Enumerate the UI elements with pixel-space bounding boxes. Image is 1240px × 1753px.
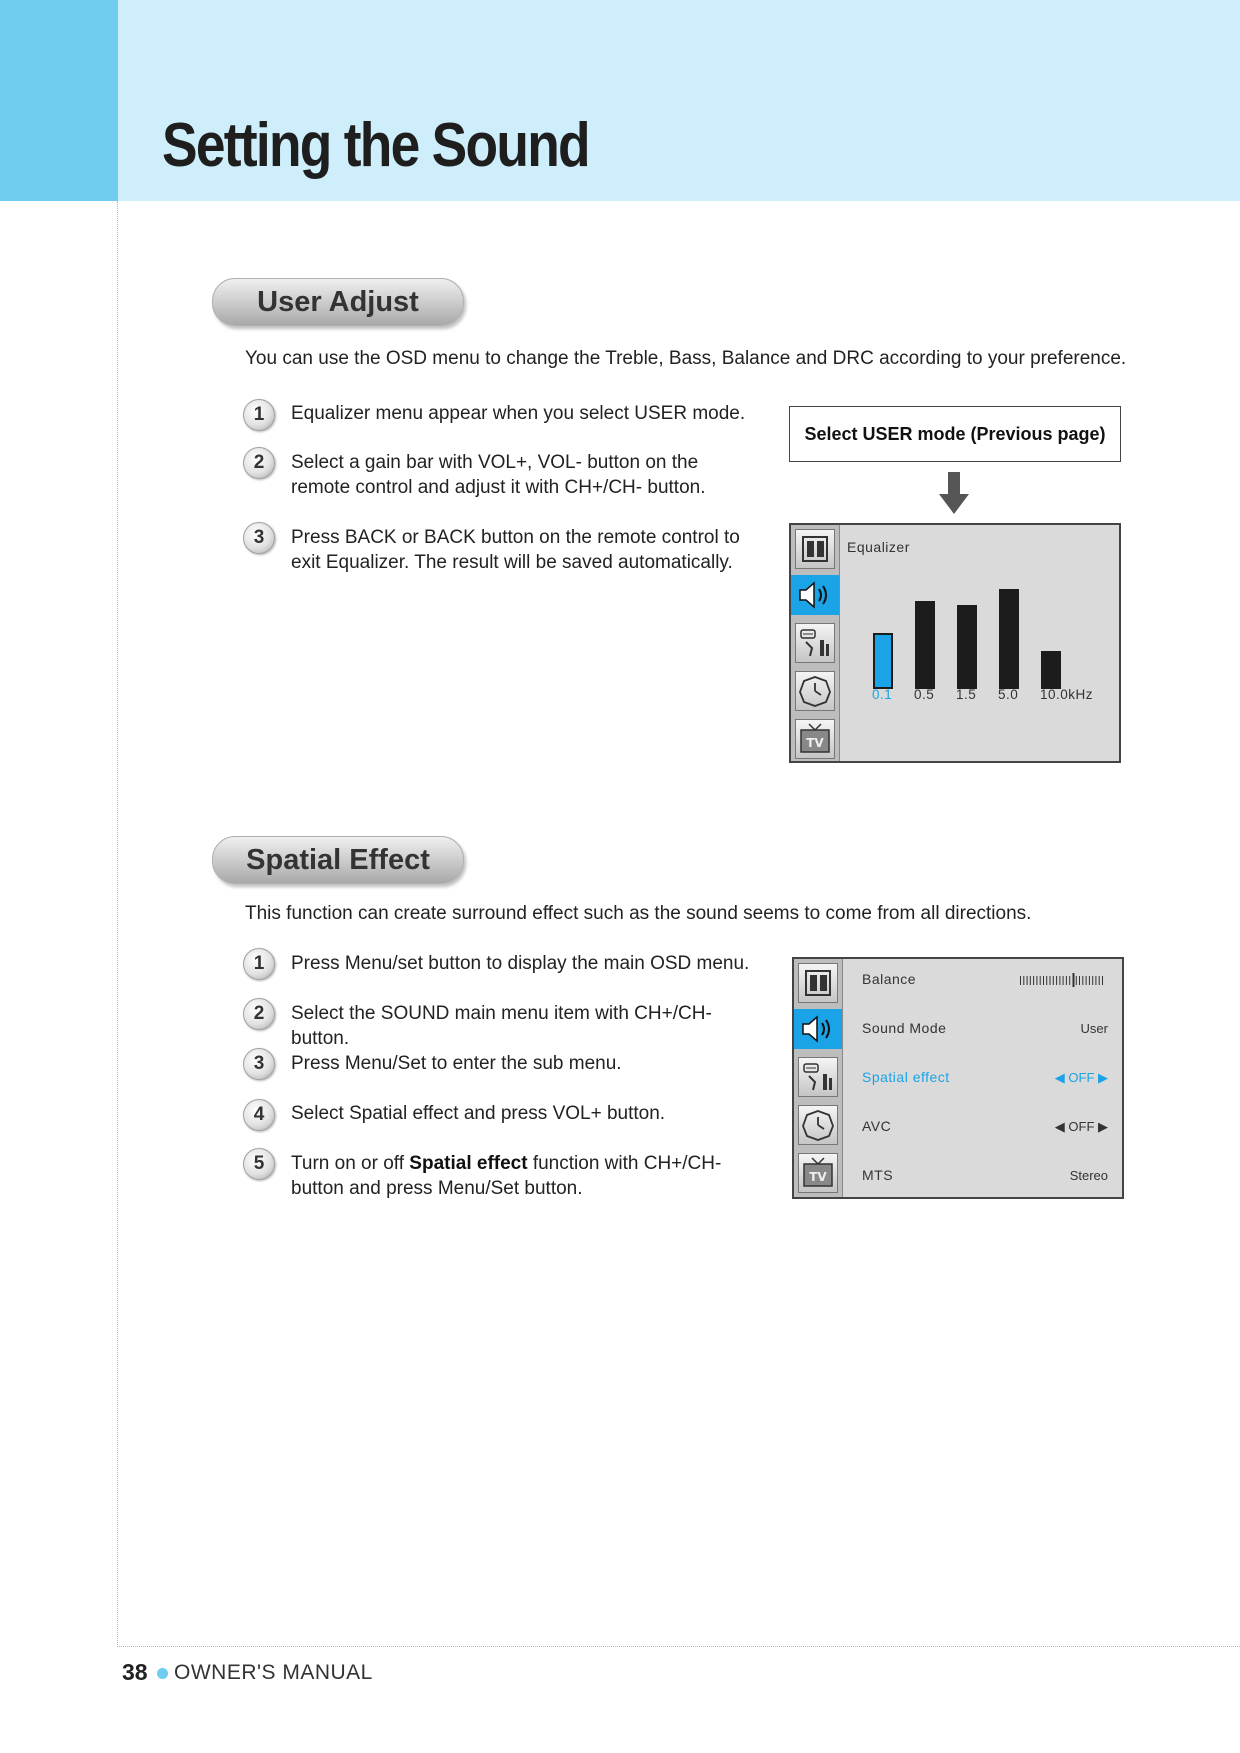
balance-tick bbox=[1063, 976, 1064, 985]
balance-tick bbox=[1043, 976, 1044, 985]
equalizer-band-label: 10.0kHz bbox=[1040, 687, 1094, 702]
balance-tick bbox=[1027, 976, 1028, 985]
osd-sidebar bbox=[791, 525, 840, 761]
balance-tick bbox=[1082, 976, 1083, 985]
step-text: Press Menu/Set to enter the sub menu. bbox=[291, 1053, 622, 1074]
step-number: 2 bbox=[243, 998, 275, 1030]
balance-tick bbox=[1020, 976, 1021, 985]
equalizer-band-labels bbox=[847, 687, 1117, 707]
svg-text:TV: TV bbox=[806, 736, 824, 750]
equalizer-bar-1.5[interactable] bbox=[957, 605, 977, 689]
menu-row-value[interactable]: ◀ OFF ▶ bbox=[1054, 1070, 1108, 1085]
equalizer-bar-10.0kHz[interactable] bbox=[1041, 651, 1061, 689]
step-text-line: remote control and adjust it with CH+/CH- button. bbox=[291, 477, 706, 498]
page-title: Setting the Sound bbox=[162, 111, 589, 180]
picture-icon[interactable] bbox=[795, 529, 835, 569]
balance-meter[interactable] bbox=[1018, 973, 1104, 987]
menu-row-value[interactable]: ◀ OFF ▶ bbox=[1054, 1119, 1108, 1134]
step-text bbox=[291, 525, 771, 575]
balance-tick bbox=[1046, 976, 1047, 985]
menu-row-label[interactable]: MTS bbox=[862, 1167, 894, 1183]
step-text-line: button and press Menu/Set button. bbox=[291, 1178, 583, 1199]
step-text: Equalizer menu appear when you select USER mode. bbox=[291, 403, 746, 424]
step-number: 4 bbox=[243, 1099, 275, 1131]
balance-tick bbox=[1076, 976, 1077, 985]
equalizer-bar-0.5[interactable] bbox=[915, 601, 935, 689]
step-number: 1 bbox=[243, 399, 275, 431]
osd-sidebar bbox=[794, 959, 843, 1197]
step-text-line: Press BACK or BACK button on the remote control to bbox=[291, 527, 740, 548]
step-text bbox=[291, 450, 771, 500]
step-text: Select the SOUND main menu item with CH+/CH- button. bbox=[291, 1003, 712, 1049]
balance-tick bbox=[1079, 976, 1080, 985]
setup-icon[interactable] bbox=[798, 1057, 838, 1097]
footer-line bbox=[117, 1646, 1240, 1647]
header-tab bbox=[0, 0, 118, 201]
spatial-effect-intro: This function can create surround effect such as the sound seems to come from all directions. bbox=[245, 903, 1032, 924]
equalizer-band-label: 0.1 bbox=[872, 687, 893, 702]
equalizer-bar-5.0[interactable] bbox=[999, 589, 1019, 689]
spatial-effect-heading: Spatial Effect bbox=[212, 836, 464, 884]
equalizer-title: Equalizer bbox=[847, 539, 910, 555]
balance-tick bbox=[1059, 976, 1060, 985]
equalizer-band-label: 1.5 bbox=[956, 687, 977, 702]
step-text-line: Select a gain bar with VOL+, VOL- button on the bbox=[291, 452, 699, 473]
balance-tick bbox=[1066, 976, 1067, 985]
balance-tick bbox=[1023, 976, 1024, 985]
equalizer-bar-0.1[interactable] bbox=[873, 633, 893, 689]
equalizer-band-label: 0.5 bbox=[914, 687, 935, 702]
balance-tick bbox=[1099, 976, 1100, 985]
step-text-bold: Spatial effect bbox=[409, 1153, 528, 1174]
menu-row-label[interactable]: Spatial effect bbox=[862, 1069, 950, 1085]
footer-bullet bbox=[157, 1668, 168, 1679]
user-adjust-intro: You can use the OSD menu to change the Treble, Bass, Balance and DRC according to your preference. bbox=[245, 348, 1127, 369]
equalizer-band-label: 5.0 bbox=[998, 687, 1019, 702]
step-number: 3 bbox=[243, 522, 275, 554]
balance-tick bbox=[1086, 976, 1087, 985]
picture-icon[interactable] bbox=[798, 963, 838, 1003]
svg-text:TV: TV bbox=[809, 1170, 827, 1184]
step-text bbox=[291, 1151, 771, 1201]
balance-tick bbox=[1095, 976, 1096, 985]
step-text-part: Turn on or off bbox=[291, 1153, 410, 1174]
sound-icon[interactable] bbox=[794, 1009, 842, 1049]
timer-icon[interactable] bbox=[798, 1105, 838, 1145]
setup-icon[interactable] bbox=[795, 623, 835, 663]
step-number: 2 bbox=[243, 447, 275, 479]
balance-tick bbox=[1033, 976, 1034, 985]
balance-tick bbox=[1089, 976, 1090, 985]
balance-tick bbox=[1040, 976, 1041, 985]
menu-row-value: Stereo bbox=[1069, 1168, 1108, 1183]
menu-row-label[interactable]: Sound Mode bbox=[862, 1020, 947, 1036]
step-text: Press Menu/set button to display the main OSD menu. bbox=[291, 953, 750, 974]
menu-row-label[interactable]: AVC bbox=[862, 1118, 892, 1134]
balance-tick bbox=[1050, 976, 1051, 985]
sound-menu-osd bbox=[792, 957, 1124, 1199]
menu-row-value: User bbox=[1080, 1021, 1108, 1036]
step-number: 3 bbox=[243, 1048, 275, 1080]
balance-tick bbox=[1030, 976, 1031, 985]
step-text-line bbox=[291, 1151, 771, 1176]
step-number: 5 bbox=[243, 1148, 275, 1180]
sound-icon[interactable] bbox=[791, 575, 839, 615]
balance-knob bbox=[1073, 973, 1075, 987]
step-text-line: exit Equalizer. The result will be saved automatically. bbox=[291, 552, 733, 573]
balance-tick bbox=[1053, 976, 1054, 985]
equalizer-bars bbox=[847, 565, 1117, 689]
step-text-part: function with CH+/CH- bbox=[527, 1153, 722, 1174]
user-adjust-heading: User Adjust bbox=[212, 278, 464, 326]
margin-line bbox=[117, 201, 118, 1647]
step-number: 1 bbox=[243, 948, 275, 980]
tv-icon[interactable] bbox=[798, 1153, 838, 1193]
arrow-down-icon bbox=[939, 472, 969, 514]
timer-icon[interactable] bbox=[795, 671, 835, 711]
tv-icon[interactable] bbox=[795, 719, 835, 759]
footer-label: OWNER'S MANUAL bbox=[174, 1661, 373, 1684]
balance-tick bbox=[1092, 976, 1093, 985]
balance-tick bbox=[1036, 976, 1037, 985]
balance-tick bbox=[1056, 976, 1057, 985]
equalizer-osd bbox=[789, 523, 1121, 763]
page-number: 38 bbox=[122, 1659, 148, 1685]
callout-box: Select USER mode (Previous page) bbox=[789, 406, 1121, 462]
step-text: Select Spatial effect and press VOL+ button. bbox=[291, 1103, 666, 1124]
balance-tick bbox=[1102, 976, 1103, 985]
balance-tick bbox=[1069, 976, 1070, 985]
menu-row-label[interactable]: Balance bbox=[862, 971, 917, 987]
